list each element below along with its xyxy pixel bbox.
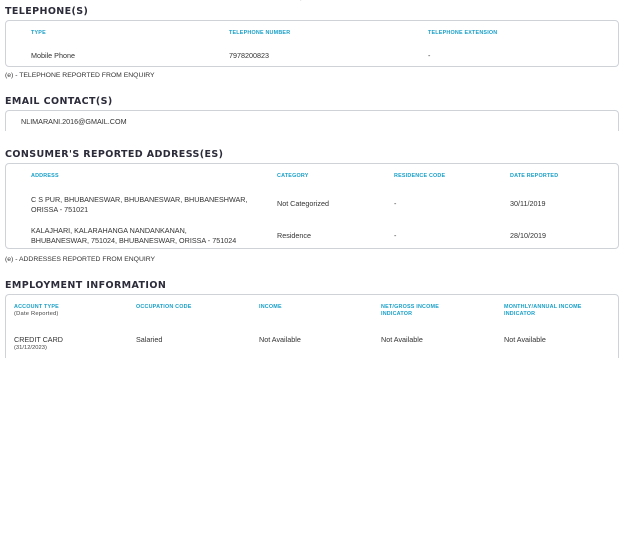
employment-income: Not Available (259, 335, 301, 344)
employment-header-net-gross-line1: NET/GROSS INCOME (381, 304, 440, 310)
telephones-table (5, 20, 619, 67)
telephones-section-title: TELEPHONE(S) (5, 6, 89, 17)
employment-net-gross: Not Available (381, 335, 423, 344)
emails-section-title: EMAIL CONTACT(S) (5, 96, 113, 107)
address-row-2-line1: KALAJHARI, KALARAHANGA NANDANKANAN, (31, 226, 187, 235)
addresses-section-title: CONSUMER'S REPORTED ADDRESS(ES) (5, 149, 224, 160)
employment-header-monthly-annual-line1: MONTHLY/ANNUAL INCOME (504, 304, 582, 310)
address-row-2-residence-code: - (394, 231, 397, 240)
address-row-1-address (31, 195, 271, 214)
address-header-category: CATEGORY (277, 173, 309, 179)
address-header-address: ADDRESS (31, 173, 59, 179)
employment-header-monthly-annual-line2: INDICATOR (504, 311, 536, 317)
employment-header-income: INCOME (259, 304, 282, 310)
addresses-note: (e) - ADDRESSES REPORTED FROM ENQUIRY (5, 256, 156, 263)
email-address: NLIMARANI.2016@GMAIL.COM (21, 117, 127, 126)
top-dot-artifact (300, 0, 302, 2)
address-row-2-line2: BHUBANESWAR, 751024, BHUBANESWAR, ORISSA - 751024 (31, 235, 237, 245)
employment-header-net-gross-line2: INDICATOR (381, 311, 413, 317)
address-row-1-residence-code: - (394, 199, 397, 208)
telephone-type: Mobile Phone (31, 51, 75, 60)
employment-header-date-reported: (Date Reported) (14, 311, 59, 317)
address-row-1-line1: C S PUR, BHUBANESWAR, BHUBANESWAR, BHUBANESHWAR, (31, 195, 248, 204)
address-row-1-line2: ORISSA - 751021 (31, 204, 89, 214)
address-row-2-category: Residence (277, 231, 311, 240)
address-header-residence-code: RESIDENCE CODE (394, 173, 446, 179)
employment-occupation: Salaried (136, 335, 163, 344)
employment-header-monthly-annual (504, 304, 582, 318)
employment-section-title: EMPLOYMENT INFORMATION (5, 280, 167, 291)
addresses-table (5, 163, 619, 249)
address-row-1-date: 30/11/2019 (510, 199, 546, 208)
employment-account-type-value: CREDIT CARD (14, 335, 63, 344)
telephone-header-extension: TELEPHONE EXTENSION (428, 30, 498, 36)
employment-header-occupation-code: OCCUPATION CODE (136, 304, 192, 310)
employment-date-reported: (31/12/2023) (14, 344, 47, 351)
employment-header-net-gross (381, 304, 439, 318)
address-row-2-address (31, 226, 271, 245)
address-row-1-category: Not Categorized (277, 199, 329, 208)
address-row-2-date: 28/10/2019 (510, 231, 546, 240)
telephone-extension: - (428, 51, 431, 60)
employment-header-account-type (14, 304, 59, 318)
telephones-note: (e) - TELEPHONE REPORTED FROM ENQUIRY (5, 72, 155, 79)
telephone-number: 7978200823 (229, 51, 269, 60)
employment-header-account-type-label: ACCOUNT TYPE (14, 304, 59, 310)
employment-account-type (14, 335, 63, 352)
telephone-header-type: TYPE (31, 30, 46, 36)
telephone-header-number: TELEPHONE NUMBER (229, 30, 291, 36)
emails-box (5, 110, 619, 131)
address-header-date-reported: DATE REPORTED (510, 173, 559, 179)
employment-monthly-annual: Not Available (504, 335, 546, 344)
employment-table (5, 294, 619, 358)
